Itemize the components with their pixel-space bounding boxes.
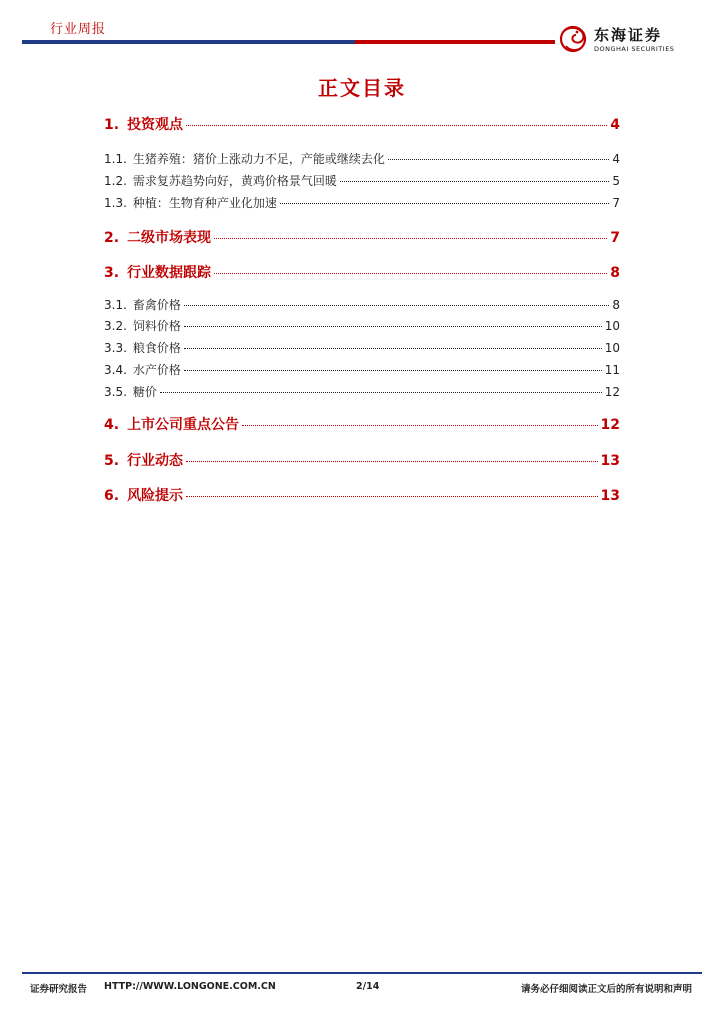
toc-entry[interactable] [104,194,620,211]
toc-entry-page[interactable]: 4 [610,117,620,133]
toc-dot-leader [280,203,609,204]
toc-dot-leader [184,305,609,306]
toc-entry[interactable] [104,485,620,505]
toc-entry-page[interactable]: 11 [604,363,620,377]
dragon-logo-icon [556,22,590,56]
toc-dot-leader [184,370,602,371]
header-rule-red [355,40,555,44]
header-rule-blue [22,40,355,44]
toc-entry[interactable] [104,383,620,400]
toc-entry-number: 3.1. [104,298,127,312]
logo-text-en: DONGHAI SECURITIES [594,45,675,53]
toc-entry[interactable] [104,114,620,134]
header-label: 行业周报 [50,22,107,37]
toc-entry-title[interactable]: 种植：生物育种产业化加速 [132,196,277,210]
toc-entry-page[interactable]: 7 [610,230,620,246]
toc-entry-number: 1.3. [104,196,127,210]
toc-dot-leader [160,392,602,393]
footer-report-type: 证券研究报告 [30,984,88,995]
toc-entry-page[interactable]: 4 [612,152,620,166]
toc-entry[interactable] [104,317,620,334]
toc-dot-leader [184,348,602,349]
toc-entry-page[interactable]: 10 [604,319,620,333]
toc-entry-page[interactable]: 10 [604,341,620,355]
toc-entry[interactable] [104,296,620,313]
toc-entry-number: 3.4. [104,363,127,377]
toc-entry-title[interactable]: 需求复苏趋势向好，黄鸡价格景气回暖 [132,174,337,188]
toc-entry-number: 1. [104,117,120,133]
toc-entry-title[interactable]: 风险提示 [127,488,184,504]
toc-entry-page[interactable]: 12 [600,417,620,433]
toc-entry[interactable] [104,450,620,470]
toc-entry-title[interactable]: 粮食价格 [132,341,181,355]
toc-entry-title[interactable]: 生猪养殖：猪价上涨动力不足，产能或继续去化 [132,152,385,166]
toc-entry-page[interactable]: 8 [612,298,620,312]
footer-url[interactable]: HTTP://WWW.LONGONE.COM.CN [104,981,276,992]
toc-entry-page[interactable]: 8 [610,265,620,281]
toc-entry-number: 6. [104,488,120,504]
toc-entry-page[interactable]: 12 [604,385,620,399]
toc-entry[interactable] [104,150,620,167]
toc-entry-page[interactable]: 13 [600,453,620,469]
toc-dot-leader [340,181,609,182]
toc-dot-leader [214,238,607,239]
toc-entry-page[interactable]: 5 [612,174,620,188]
footer-rule [22,972,702,974]
toc-dot-leader [186,125,607,126]
toc-entry[interactable] [104,227,620,247]
toc-entry-page[interactable]: 7 [612,196,620,210]
company-logo [556,22,706,56]
toc-entry-number: 1.2. [104,174,127,188]
toc-dot-leader [388,159,609,160]
toc-entry-number: 5. [104,453,120,469]
toc-entry-number: 3.5. [104,385,127,399]
toc-entry-number: 1.1. [104,152,127,166]
toc-entry-title[interactable]: 二级市场表现 [127,230,212,246]
toc-entry[interactable] [104,414,620,434]
footer-page-number: 2/14 [356,981,380,992]
toc-dot-leader [242,425,597,426]
toc-entry-number: 3. [104,265,120,281]
toc-entry-title[interactable]: 投资观点 [127,117,184,133]
logo-text-cn: 东海证券 [594,26,663,44]
toc-entry-title[interactable]: 糖价 [132,385,157,399]
toc-entry-title[interactable]: 上市公司重点公告 [127,417,240,433]
toc-dot-leader [186,461,597,462]
toc-entry[interactable] [104,172,620,189]
toc-entry[interactable] [104,339,620,356]
toc-title: 正文目录 [318,76,406,100]
toc-dot-leader [184,326,602,327]
toc-entry-title[interactable]: 行业数据跟踪 [127,265,212,281]
toc-entry-number: 2. [104,230,120,246]
toc-entry-title[interactable]: 水产价格 [132,363,181,377]
toc-entry-number: 4. [104,417,120,433]
toc-entry-title[interactable]: 畜禽价格 [132,298,181,312]
toc-entry[interactable] [104,262,620,282]
toc-entry-number: 3.2. [104,319,127,333]
toc-entry-title[interactable]: 饲料价格 [132,319,181,333]
toc-entry[interactable] [104,361,620,378]
footer-disclaimer: 请务必仔细阅读正文后的所有说明和声明 [521,984,693,995]
toc-entry-number: 3.3. [104,341,127,355]
toc-entry-title[interactable]: 行业动态 [127,453,184,469]
toc-entry-page[interactable]: 13 [600,488,620,504]
toc-dot-leader [186,496,597,497]
toc-dot-leader [214,273,607,274]
